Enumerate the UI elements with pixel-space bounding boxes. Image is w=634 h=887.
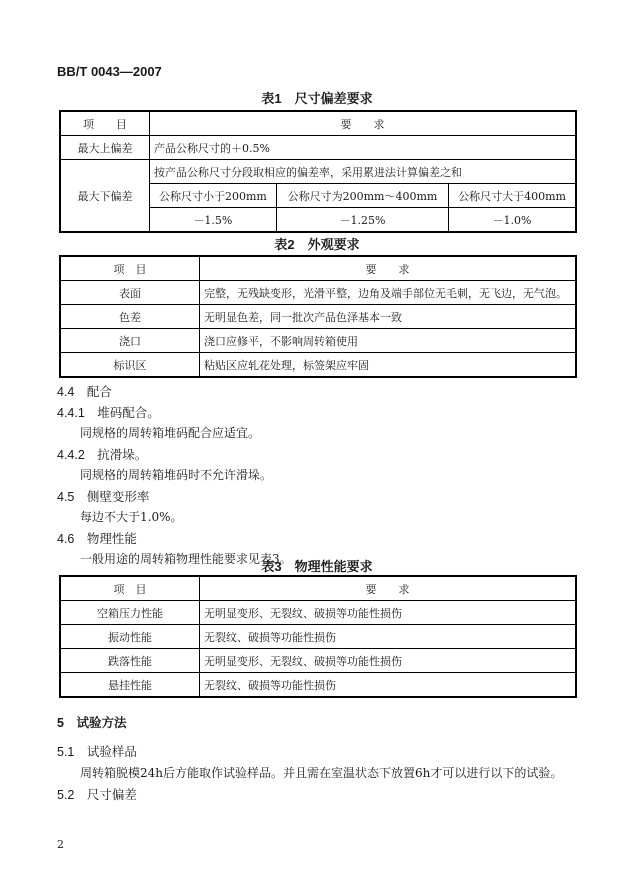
table1-header-item: 项 目: [60, 111, 150, 136]
section-4-5-heading: 4.5 侧壁变形率: [57, 490, 150, 504]
table3-req: 无裂纹、破损等功能性损伤: [200, 625, 577, 649]
table1-range-2: 公称尺寸为200mm～400mm: [276, 184, 448, 208]
table3-item: 振动性能: [60, 625, 200, 649]
standard-code: BB/T 0043—2007: [57, 64, 162, 79]
table2-req: 无明显色差，同一批次产品色泽基本一致: [200, 305, 577, 329]
section-4-6-heading: 4.6 物理性能: [57, 532, 137, 546]
table3-req: 无裂纹、破损等功能性损伤: [200, 673, 577, 698]
table2-item: 标识区: [60, 353, 200, 378]
table1-range-value-1: －1.5%: [150, 208, 277, 233]
table-row: [60, 625, 576, 649]
table-row: [60, 601, 576, 625]
page-number: 2: [57, 838, 64, 851]
table1-upper-value: 产品公称尺寸的＋0.5%: [150, 136, 577, 160]
section-4-4-2-text: 同规格的周转箱堆码时不允许滑垛。: [80, 468, 273, 482]
table3-caption: 表3 物理性能要求: [261, 559, 373, 574]
table1-caption: 表1 尺寸偏差要求: [261, 91, 373, 106]
table2-appearance: [59, 255, 577, 378]
section-4-4-1-text: 同规格的周转箱堆码配合应适宜。: [80, 426, 261, 440]
section-4-4-2-heading: 4.4.2 抗滑垛。: [57, 448, 148, 462]
table3-item: 跌落性能: [60, 649, 200, 673]
table-row: [60, 281, 576, 305]
table1-lower-label: 最大下偏差: [60, 160, 150, 233]
table3-physical-properties: [59, 575, 577, 698]
table3-header-requirement: 要 求: [200, 576, 577, 601]
section-4-5-text: 每边不大于1.0%。: [80, 510, 183, 524]
table1-header-requirement: 要 求: [150, 111, 577, 136]
table2-item: 浇口: [60, 329, 200, 353]
table1-range-3: 公称尺寸大于400mm: [449, 184, 576, 208]
table3-req: 无明显变形、无裂纹、破损等功能性损伤: [200, 601, 577, 625]
table2-header-item: 项 目: [60, 256, 200, 281]
table1-dimension-deviation: [59, 110, 577, 233]
table3-req: 无明显变形、无裂纹、破损等功能性损伤: [200, 649, 577, 673]
table2-req: 完整，无残缺变形，光滑平整，边角及端手部位无毛刺，无飞边，无气泡。: [200, 281, 577, 305]
table3-header-item: 项 目: [60, 576, 200, 601]
section-5-heading: 5 试验方法: [57, 716, 127, 730]
section-5-1-text: 周转箱脱模24h后方能取作试验样品。并且需在室温状态下放置6h才可以进行以下的试验。: [80, 766, 563, 780]
table1-upper-label: 最大上偏差: [60, 136, 150, 160]
table1-range-1: 公称尺寸小于200mm: [150, 184, 277, 208]
table2-header-requirement: 要 求: [200, 256, 577, 281]
section-5-1-heading: 5.1 试验样品: [57, 745, 137, 759]
table3-item: 悬挂性能: [60, 673, 200, 698]
table3-item: 空箱压力性能: [60, 601, 200, 625]
section-4-4-1-heading: 4.4.1 堆码配合。: [57, 406, 160, 420]
table-row: [60, 305, 576, 329]
table2-req: 浇口应修平，不影响周转箱使用: [200, 329, 577, 353]
table2-req: 粘贴区应轧花处理，标签架应牢固: [200, 353, 577, 378]
table2-caption: 表2 外观要求: [274, 237, 360, 252]
table1-lower-note: 按产品公称尺寸分段取相应的偏差率，采用累进法计算偏差之和: [150, 160, 577, 184]
section-5-2-heading: 5.2 尺寸偏差: [57, 788, 137, 802]
table-row: [60, 353, 576, 378]
table-row: [60, 673, 576, 698]
table1-range-value-3: －1.0%: [449, 208, 576, 233]
section-4-4-heading: 4.4 配合: [57, 385, 112, 399]
table-row: [60, 649, 576, 673]
table-row: [60, 329, 576, 353]
table2-item: 表面: [60, 281, 200, 305]
table2-item: 色差: [60, 305, 200, 329]
table1-range-value-2: －1.25%: [276, 208, 448, 233]
section-4-6-text: 一般用途的周转箱物理性能要求见表3。: [80, 552, 292, 566]
